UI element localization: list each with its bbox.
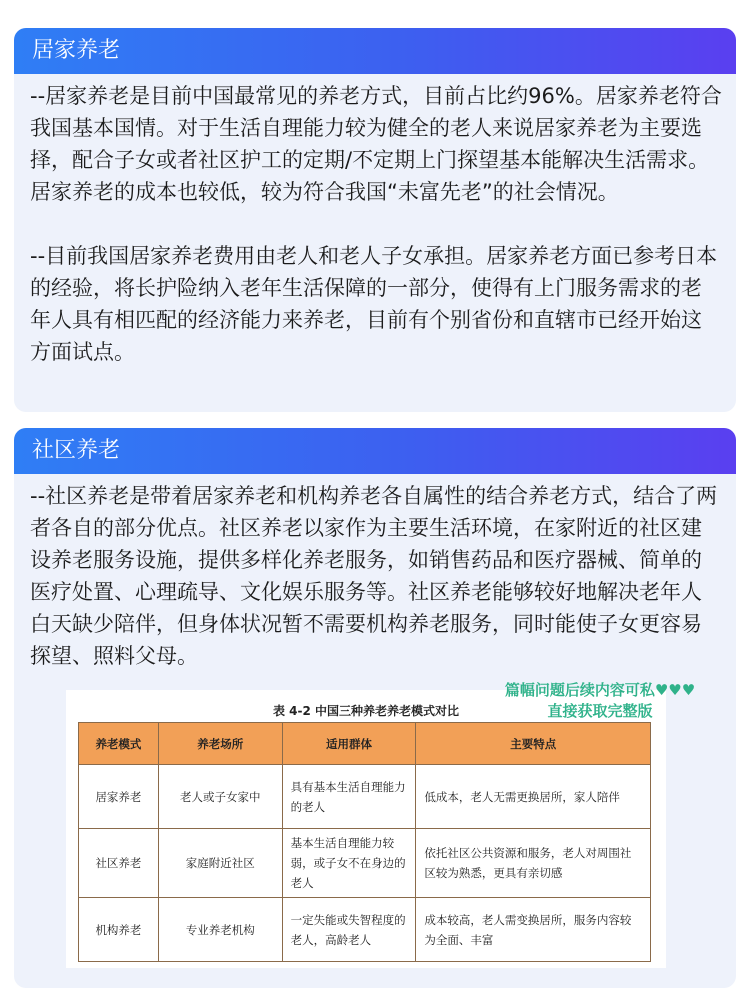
table-cell: 家庭附近社区 [158, 829, 282, 898]
section-body [14, 74, 736, 368]
table-row [79, 898, 651, 962]
table-cell: 成本较高，老人需变换居所，服务内容较为全面、丰富 [416, 898, 651, 962]
notice-line: 直接获取完整版 [547, 702, 653, 720]
column-header: 适用群体 [282, 723, 416, 765]
column-header: 主要特点 [416, 723, 651, 765]
table-cell: 机构养老 [79, 898, 159, 962]
comparison-table [78, 722, 651, 962]
table-cell: 具有基本生活自理能力的老人 [282, 765, 416, 829]
table-row [79, 765, 651, 829]
notice-line: 篇幅问题后续内容可私♥♥♥ [504, 681, 696, 699]
table-cell: 专业养老机构 [158, 898, 282, 962]
table-cell: 一定失能或失智程度的老人，高龄老人 [282, 898, 416, 962]
table-header-row [79, 723, 651, 765]
paragraph: --社区养老是带着居家养老和机构养老各自属性的结合养老方式，结合了两者各自的部分优点。社区养老以家作为主要生活环境，在家附近的社区建设养老服务设施，提供多样化养老服务，如销售药品和医疗器械、简单的医疗处置、心理疏导、文化娱乐服务等。社区养老能够较好地解决老年人白天缺少陪伴，但身体状况暂不需要机构养老服务，同时能使子女更容易探望、照料父母。 [30, 484, 718, 668]
section-body [14, 474, 736, 672]
table-cell: 居家养老 [79, 765, 159, 829]
table-cell: 老人或子女家中 [158, 765, 282, 829]
table-cell: 低成本，老人无需更换居所，家人陪伴 [416, 765, 651, 829]
table-cell: 依托社区公共资源和服务，老人对周围社区较为熟悉，更具有亲切感 [416, 829, 651, 898]
table-cell: 基本生活自理能力较弱，或子女不在身边的老人 [282, 829, 416, 898]
paragraph: --居家养老是目前中国最常见的养老方式，目前占比约96%。居家养老符合我国基本国情。对于生活自理能力较为健全的老人来说居家养老为主要选择，配合子女或者社区护工的定期/不定期上门探望基本能解决生活需求。居家养老的成本也较低，较为符合我国“未富先老”的社会情况。 [30, 84, 722, 204]
column-header: 养老场所 [158, 723, 282, 765]
section-home-care [14, 28, 736, 412]
table-row [79, 829, 651, 898]
table-title: 表 4-2 中国三种养老养老模式对比 [272, 704, 460, 718]
section-title: 居家养老 [14, 28, 736, 74]
table-cell: 社区养老 [79, 829, 159, 898]
comparison-table-figure [66, 690, 666, 968]
section-title: 社区养老 [14, 428, 736, 474]
column-header: 养老模式 [79, 723, 159, 765]
paragraph: --目前我国居家养老费用由老人和老人子女承担。居家养老方面已参考日本的经验，将长护险纳入老年生活保障的一部分，使得有上门服务需求的老年人具有相匹配的经济能力来养老，目前有个别省份和直辖市已经开始这方面试点。 [30, 244, 718, 364]
